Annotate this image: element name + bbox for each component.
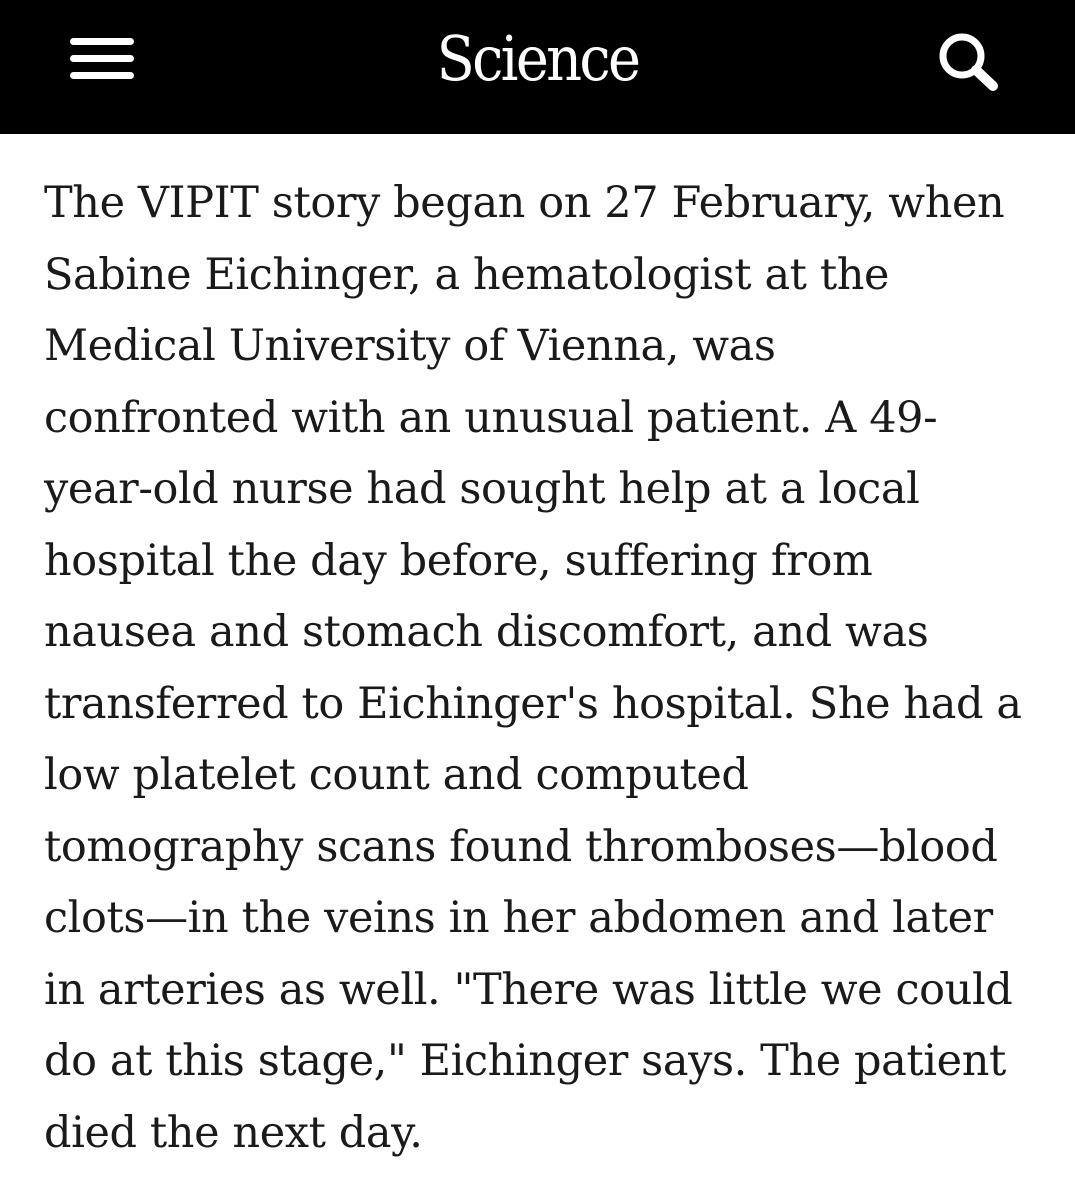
article-text-line: tomography scans found thromboses—blood: [44, 821, 998, 872]
magnifier-search-icon: [930, 24, 1010, 104]
article-text-line: The VIPIT story began on 27 February, when: [44, 178, 1005, 228]
article-text-line: nausea and stomach discomfort, and was: [44, 607, 929, 657]
article-text-line: Sabine Eichinger, a hematologist at the: [44, 249, 890, 300]
search-button[interactable]: [930, 24, 1010, 104]
article-paragraph: [44, 168, 1044, 1169]
article-text-line: low platelet count and computed: [44, 750, 749, 800]
article-text-line: Medical University of Vienna, was: [44, 321, 776, 371]
article-text-line: hospital the day before, suffering from: [44, 535, 873, 586]
article-text-line: died the next day.: [44, 1107, 423, 1158]
top-navigation-bar: [0, 0, 1075, 134]
article-text-line: confronted with an unusual patient. A 49-: [44, 392, 938, 443]
article-text-line: year-old nurse had sought help at a local: [44, 464, 920, 514]
article-text-line: clots—in the veins in her abdomen and later: [44, 893, 993, 943]
article-text-line: transferred to Eichinger's hospital. She had a: [44, 678, 1022, 729]
article-text-line: in arteries as well. "There was little we could: [44, 964, 1013, 1015]
science-logo[interactable]: Science: [436, 22, 639, 95]
article-text-line: do at this stage," Eichinger says. The patient: [44, 1036, 1006, 1086]
